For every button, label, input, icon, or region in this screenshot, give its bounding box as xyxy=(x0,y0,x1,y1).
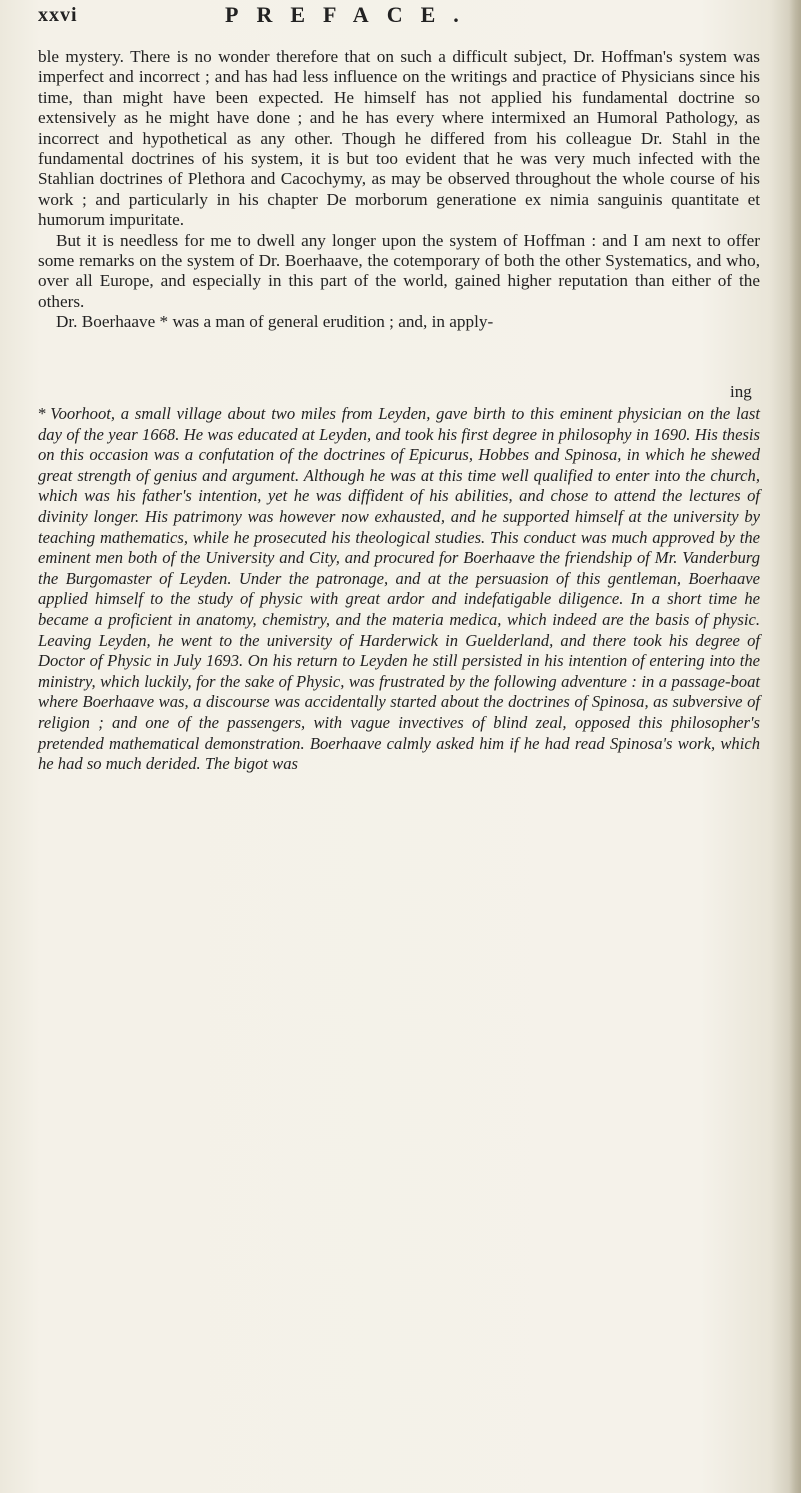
footnote-text: Voorhoot, a small village about two miles from Leyden, gave birth to this eminent physician on the last day of the year 1668. He was educated at Leyden, and took his first degree in philosophy in 1690. His thesis on this occasion was a confutation of the doctrines of Epicurus, Hobbes and Spinosa, in which he shewed great strength of genius and argument. Although he was at this time well qualified to enter into the church, which was his father's intention, yet he was diffident of his abilities, and chose to attend the lectures of divinity longer. His patrimony was however now exhausted, and he supported himself at the university by teaching mathematics, while he prosecuted his theological studies. This conduct was much approved by the eminent men both of the University and City, and procured for Boerhaave the friendship of Mr. Vanderburg the Burgomaster of Leyden. Under the patronage, and at the persuasion of this gentleman, Boerhaave applied himself to the study of physic with great ardor and indefatigable diligence. In a short time he became a proficient in anatomy, chemistry, and the materia medica, which indeed are the basis of physic. Leaving Leyden, he went to the university of Harderwick in Guelderland, and there took his degree of Doctor of Physic in July 1693. On his return to Leyden he still persisted in his intention of entering into the ministry, which luckily, for the sake of Physic, was frustrated by the following adventure : in a passage-boat where Boerhaave was, a discourse was accidentally started about the doctrines of Spinosa, as subversive of religion ; and one of the passengers, with vague invectives of blind zeal, opposed this philosopher's pretended mathematical demonstration. Boerhaave calmly asked him if he had read Spinosa's work, which he had so much derided. The bigot was xyxy=(38,404,760,774)
footnote xyxy=(38,404,760,775)
paragraph: ble mystery. There is no wonder therefore that on such a difficult subject, Dr. Hoffman's system was imperfect and incorrect ; and has had less influence on the writings and practice of Physicians since his time, than might have been expected. He himself has not applied his fundamental doctrine so extensively as he might have done ; and he has every where intermixed an Humoral Pathology, as incorrect and hypothetical as any other. Though he differed from his colleague Dr. Stahl in the fundamental doctrines of his system, it is but too evident that he was very much infected with the Stahlian doctrines of Plethora and Cacochymy, as may be observed throughout the whole course of his work ; and particularly in his chapter De morborum generatione ex nimia sanguinis quantitate et humorum impuritate. xyxy=(38,47,760,230)
paragraph: But it is needless for me to dwell any longer upon the system of Hoffman : and I am next to offer some remarks on the system of Dr. Boerhaave, the cotemporary of both the other Systematics, and who, over all Europe, and especially in this part of the world, gained higher reputation than either of the others. xyxy=(38,230,760,311)
page-number: xxvi xyxy=(38,4,78,26)
page-header xyxy=(30,0,781,40)
catchword: ing xyxy=(730,382,752,401)
main-text xyxy=(38,47,760,333)
page-edge-shadow xyxy=(789,0,801,1493)
running-head: PREFACE. xyxy=(225,2,477,27)
paragraph: Dr. Boerhaave * was a man of general erudition ; and, in apply- xyxy=(56,312,494,332)
footnote-mark: * xyxy=(38,404,47,423)
